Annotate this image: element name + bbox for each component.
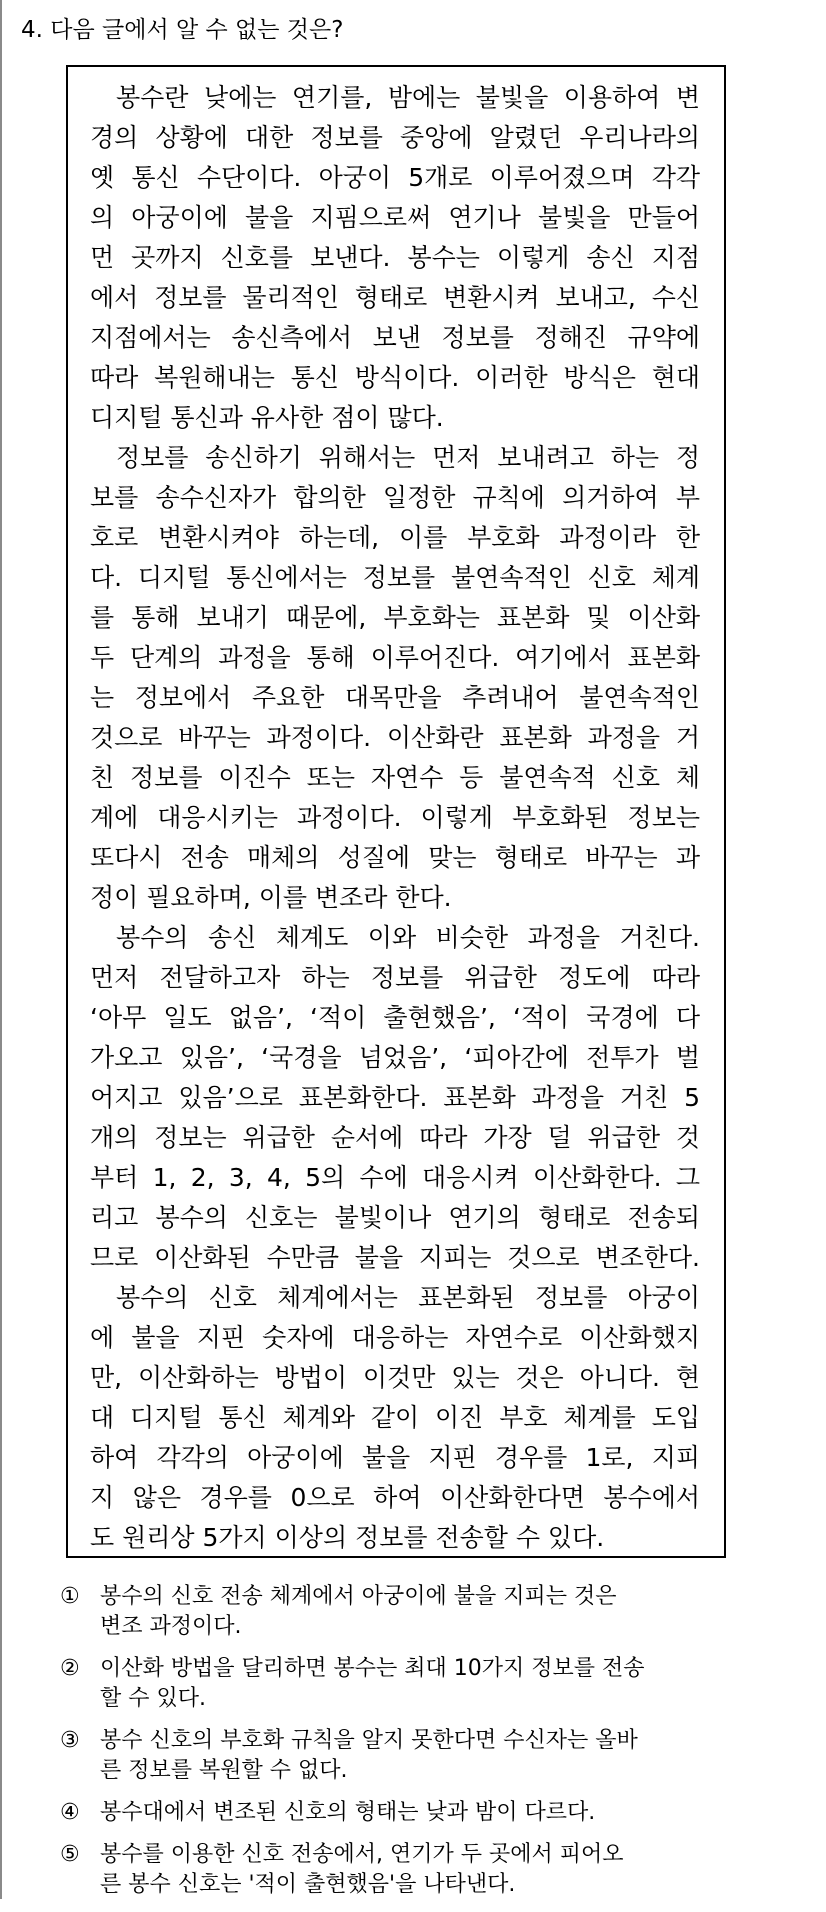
passage-line: 지 않은 경우를 0으로 하여 이산화한다면 봉수에서 (90, 1483, 700, 1512)
option-text-line: 른 봉수 신호는 '적이 출현했음'을 나타낸다. (100, 1872, 516, 1897)
passage-line: 계에 대응시키는 과정이다. 이렇게 부호화된 정보는 (90, 803, 700, 832)
passage-line: 어지고 있음’으로 표본화한다. 표본화 과정을 거친 5 (90, 1083, 700, 1112)
option-number: ② (60, 1656, 80, 1681)
passage-line: 개의 정보는 위급한 순서에 따라 가장 덜 위급한 것 (90, 1123, 700, 1152)
page-left-border (0, 0, 2, 1899)
answer-option-1[interactable] (58, 1582, 768, 1642)
passage-line: 에 불을 지핀 숫자에 대응하는 자연수로 이산화했지 (90, 1323, 700, 1352)
passage-line: 두 단계의 과정을 통해 이루어진다. 여기에서 표본화 (90, 643, 700, 672)
passage-line: 가오고 있음’, ‘국경을 넘었음’, ‘피아간에 전투가 벌 (90, 1043, 700, 1072)
passage-line: 하여 각각의 아궁이에 불을 지핀 경우를 1로, 지피 (90, 1443, 700, 1472)
passage-line: 의 아궁이에 불을 지핌으로써 연기나 불빛을 만들어 (90, 203, 700, 232)
answer-options (58, 1582, 768, 1912)
option-text-line: 할 수 있다. (100, 1686, 206, 1711)
passage-line: 봉수의 신호 체계에서는 표본화된 정보를 아궁이 (116, 1283, 700, 1312)
passage-line: 따라 복원해내는 통신 방식이다. 이러한 방식은 현대 (90, 363, 700, 392)
option-text-line: 변조 과정이다. (100, 1614, 242, 1639)
option-text-line: 른 정보를 복원할 수 없다. (100, 1758, 348, 1783)
passage-line: 친 정보를 이진수 또는 자연수 등 불연속적 신호 체 (90, 763, 700, 792)
option-text (100, 1582, 617, 1642)
option-number: ⑤ (60, 1842, 80, 1867)
passage-line: 봉수의 송신 체계도 이와 비슷한 과정을 거친다. (116, 923, 700, 952)
passage-box (66, 65, 726, 1558)
option-number: ④ (60, 1800, 80, 1825)
passage-line: 경의 상황에 대한 정보를 중앙에 알렸던 우리나라의 (90, 123, 700, 152)
passage-line: 지점에서는 송신측에서 보낸 정보를 정해진 규약에 (90, 323, 700, 352)
option-text-line: 봉수 신호의 부호화 규칙을 알지 못한다면 수신자는 올바 (100, 1728, 638, 1753)
passage-line: 정이 필요하며, 이를 변조라 한다. (90, 883, 452, 912)
answer-option-2[interactable] (58, 1654, 768, 1714)
passage-line: 또다시 전송 매체의 성질에 맞는 형태로 바꾸는 과 (90, 843, 700, 872)
passage-line: 므로 이산화된 수만큼 불을 지피는 것으로 변조한다. (90, 1243, 700, 1272)
passage-line: 다. 디지털 통신에서는 정보를 불연속적인 신호 체계 (90, 563, 700, 592)
passage-line: 디지털 통신과 유사한 점이 많다. (90, 403, 444, 432)
option-number: ③ (60, 1728, 80, 1753)
passage-line: 것으로 바꾸는 과정이다. 이산화란 표본화 과정을 거 (90, 723, 700, 752)
passage-line: 호로 변환시켜야 하는데, 이를 부호화 과정이라 한 (90, 523, 700, 552)
passage-line: 부터 1, 2, 3, 4, 5의 수에 대응시켜 이산화한다. 그 (90, 1163, 700, 1192)
passage-line: 를 통해 보내기 때문에, 부호화는 표본화 및 이산화 (90, 603, 700, 632)
passage-line: 도 원리상 5가지 이상의 정보를 전송할 수 있다. (90, 1523, 605, 1552)
passage-line: 는 정보에서 주요한 대목만을 추려내어 불연속적인 (90, 683, 700, 712)
passage-line: 리고 봉수의 신호는 불빛이나 연기의 형태로 전송되 (90, 1203, 700, 1232)
question-title: 4. 다음 글에서 알 수 없는 것은? (21, 17, 344, 43)
passage-line: 만, 이산화하는 방법이 이것만 있는 것은 아니다. 현 (90, 1363, 700, 1392)
option-text-line: 봉수를 이용한 신호 전송에서, 연기가 두 곳에서 피어오 (100, 1842, 624, 1867)
passage-line: 대 디지털 통신 체계와 같이 이진 부호 체계를 도입 (90, 1403, 700, 1432)
answer-option-3[interactable] (58, 1726, 768, 1786)
passage-line: 정보를 송신하기 위해서는 먼저 보내려고 하는 정 (116, 443, 700, 472)
answer-option-5[interactable] (58, 1840, 768, 1900)
option-text (100, 1654, 645, 1714)
option-text-line: 이산화 방법을 달리하면 봉수는 최대 10가지 정보를 전송 (100, 1656, 645, 1681)
option-number: ① (60, 1584, 80, 1609)
option-text-line: 봉수의 신호 전송 체계에서 아궁이에 불을 지피는 것은 (100, 1584, 617, 1609)
answer-option-4[interactable] (58, 1798, 768, 1828)
option-text (100, 1798, 595, 1828)
option-text (100, 1840, 624, 1900)
option-text (100, 1726, 638, 1786)
passage-line: ‘아무 일도 없음’, ‘적이 출현했음’, ‘적이 국경에 다 (90, 1003, 700, 1032)
passage-line: 먼저 전달하고자 하는 정보를 위급한 정도에 따라 (90, 963, 700, 992)
passage-line: 봉수란 낮에는 연기를, 밤에는 불빛을 이용하여 변 (116, 83, 700, 112)
passage-line: 보를 송수신자가 합의한 일정한 규칙에 의거하여 부 (90, 483, 700, 512)
option-text-line: 봉수대에서 변조된 신호의 형태는 낮과 밤이 다르다. (100, 1800, 596, 1825)
passage-line: 에서 정보를 물리적인 형태로 변환시켜 보내고, 수신 (90, 283, 700, 312)
passage-line: 옛 통신 수단이다. 아궁이 5개로 이루어졌으며 각각 (90, 163, 700, 192)
passage-line: 먼 곳까지 신호를 보낸다. 봉수는 이렇게 송신 지점 (90, 243, 700, 272)
